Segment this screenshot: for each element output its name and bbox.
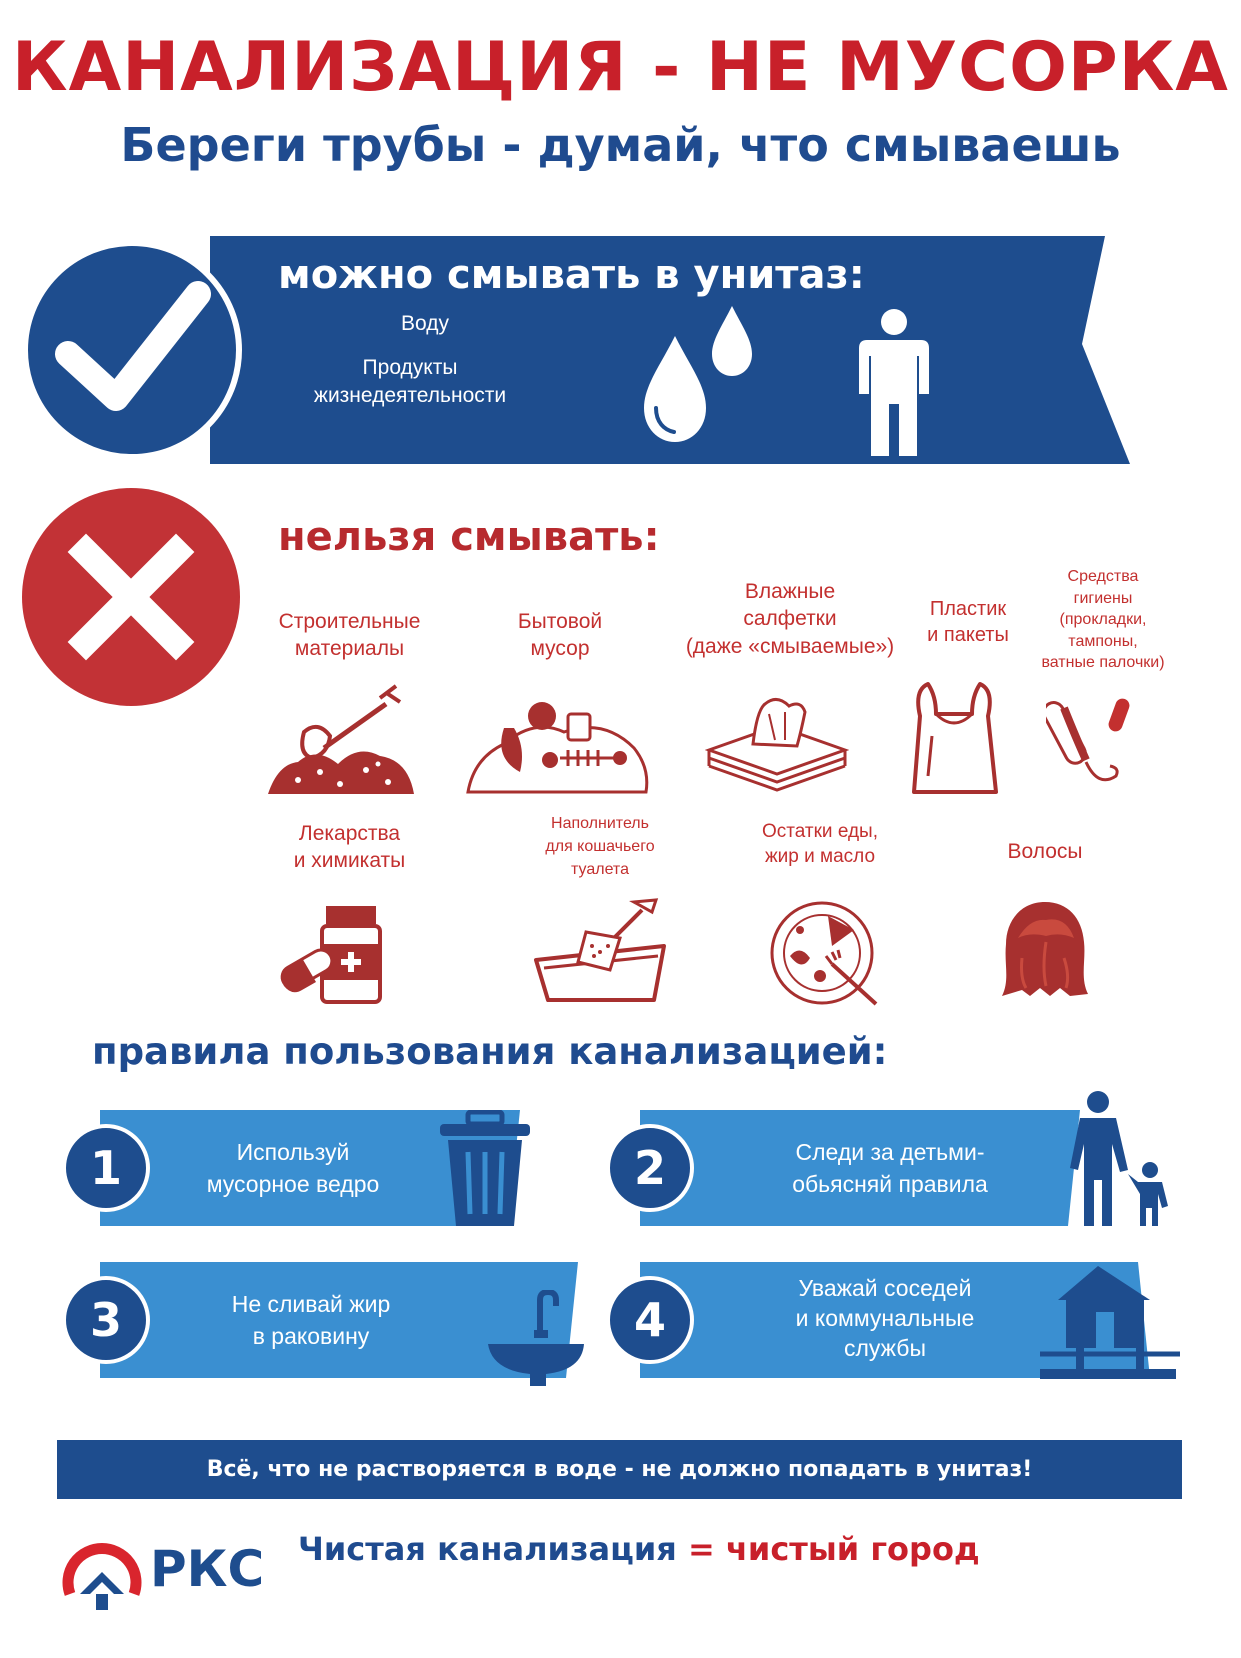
forbidden-label-litter: Наполнитель для кошачьего туалета [545, 815, 655, 879]
parent-child-icon [1066, 1090, 1176, 1230]
rule-3-text: Не сливай жир в раковину [231, 1291, 391, 1350]
rule-4-number: 4 [606, 1276, 694, 1364]
forbidden-x-badge [22, 488, 240, 706]
rules-heading: правила пользования канализацией: [92, 1030, 888, 1073]
allowed-check-badge [22, 240, 242, 460]
footer-warning-band: Всё, что не растворяется в воде - не должно попадать в унитаз! [57, 1440, 1182, 1499]
plastic-bag-icon [906, 680, 1002, 796]
forbidden-label-wipes: Влажные салфетки (даже «смываемые») [685, 580, 895, 658]
food-plate-icon [770, 900, 880, 1006]
slogan-equals: = [687, 1530, 715, 1568]
slogan-part-a: Чистая канализация [298, 1530, 677, 1568]
garbage-pile-icon [464, 688, 650, 796]
trash-bin-icon [438, 1110, 532, 1228]
rule-3-number: 3 [62, 1276, 150, 1364]
shovel-sand-icon [268, 684, 418, 794]
check-icon [28, 246, 236, 454]
rule-2-text: Следи за детьми- обьясняй правила [792, 1139, 988, 1198]
forbidden-label-construction: Строительные материалы [278, 610, 421, 661]
poster-subtitle: Береги трубы - думай, что смываешь [120, 118, 1121, 172]
forbidden-label-medicine: Лекарства и химикаты [293, 822, 406, 873]
wet-wipes-icon [705, 690, 849, 794]
slogan-part-b: чистый город [725, 1530, 980, 1568]
rule-4-text: Уважай соседей и коммунальные службы [795, 1275, 975, 1361]
forbidden-label-food: Остатки еды, жир и масло [762, 821, 878, 867]
rule-1-number: 1 [62, 1124, 150, 1212]
cross-icon [22, 488, 240, 706]
rule-1-text: Используй мусорное ведро [206, 1139, 380, 1198]
tampon-icon [1046, 688, 1146, 792]
rks-logo-icon [62, 1532, 142, 1612]
slogan [298, 1530, 980, 1568]
rule-2-number: 2 [606, 1124, 694, 1212]
forbidden-label-hair: Волосы [1007, 840, 1083, 863]
forbidden-label-plastic: Пластик и пакеты [927, 598, 1009, 646]
allowed-item-waste-2: жизнедеятельности [313, 384, 507, 407]
allowed-item-waste-1: Продукты [362, 356, 458, 379]
water-drops-icon [640, 306, 770, 446]
forbidden-label-hygiene: Средства гигиены (прокладки, тампоны, ватные палочки) [1041, 568, 1165, 672]
person-icon [855, 308, 933, 458]
allowed-heading: можно смывать в унитаз: [278, 252, 865, 298]
forbidden-heading: нельзя смывать: [278, 514, 660, 560]
hair-icon [1000, 898, 1090, 1000]
medicine-icon [278, 900, 392, 1004]
forbidden-label-household: Бытовой мусор [517, 610, 603, 661]
brand-name: РКС [150, 1540, 265, 1598]
allowed-item-water: Воду [401, 312, 449, 335]
sink-icon [486, 1290, 586, 1386]
house-pipes-icon [1040, 1262, 1180, 1388]
poster-title: КАНАЛИЗАЦИЯ - НЕ МУСОРКА [12, 28, 1229, 107]
cat-litter-icon [530, 896, 670, 1006]
